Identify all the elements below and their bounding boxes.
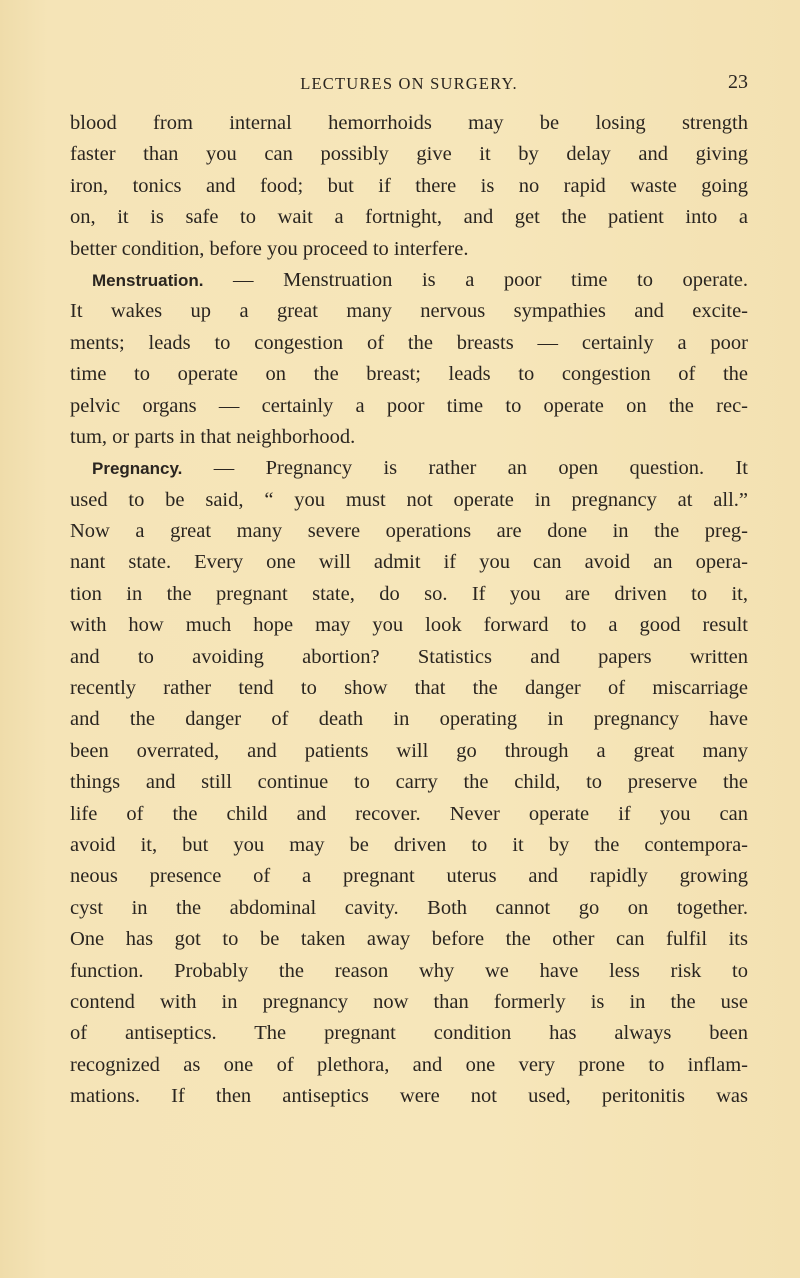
text-line xyxy=(70,516,748,547)
text-line xyxy=(70,1018,748,1049)
text-line xyxy=(70,736,748,767)
line-text: One has got to be taken away before the other can fulfil its xyxy=(70,928,748,951)
line-text: things and still continue to carry the child, to preserve the xyxy=(70,771,748,794)
paragraph-heading-line xyxy=(70,453,748,484)
line-text: function. Probably the reason why we have less risk to xyxy=(70,959,748,982)
text-line xyxy=(70,296,748,327)
text-line xyxy=(70,704,748,735)
line-text: iron, tonics and food; but if there is no rapid waste going xyxy=(70,174,748,197)
line-text: of antiseptics. The pregnant condition has always been xyxy=(70,1022,748,1045)
text-line xyxy=(70,642,748,673)
running-title: LECTURES ON SURGERY. xyxy=(300,74,518,93)
line-text: neous presence of a pregnant uterus and rapidly growing xyxy=(70,865,748,888)
text-line xyxy=(70,328,748,359)
text-line xyxy=(70,485,748,516)
line-text: avoid it, but you may be driven to it by the contempora- xyxy=(70,833,748,856)
text-line xyxy=(70,422,748,453)
text-line xyxy=(70,861,748,892)
paragraph-heading-line xyxy=(70,265,748,296)
line-text: recognized as one of plethora, and one very prone to inflam- xyxy=(70,1053,748,1076)
line-text: nant state. Every one will admit if you can avoid an opera- xyxy=(70,551,748,574)
line-text: contend with in pregnancy now than formerly is in the use xyxy=(70,990,748,1013)
text-line xyxy=(70,391,748,422)
text-line xyxy=(70,202,748,233)
line-text: cyst in the abdominal cavity. Both cannot go on together. xyxy=(70,896,748,919)
page-number: 23 xyxy=(728,71,748,93)
line-text: faster than you can possibly give it by delay and giving xyxy=(70,143,748,166)
text-line xyxy=(70,673,748,704)
line-text: Now a great many severe operations are done in the preg- xyxy=(70,520,748,543)
line-text: tion in the pregnant state, do so. If you are driven to it, xyxy=(70,582,748,605)
text-line xyxy=(70,893,748,924)
text-line xyxy=(70,956,748,987)
line-text: better condition, before you proceed to interfere. xyxy=(70,237,469,260)
text-line xyxy=(70,579,748,610)
text-line xyxy=(70,987,748,1018)
text-line xyxy=(70,1050,748,1081)
line-text: tum, or parts in that neighborhood. xyxy=(70,425,356,448)
line-text: and the danger of death in operating in pregnancy have xyxy=(70,708,748,731)
text-line xyxy=(70,610,748,641)
text-line xyxy=(70,799,748,830)
text-line xyxy=(70,359,748,390)
line-text: pelvic organs — certainly a poor time to operate on the rec- xyxy=(70,394,748,417)
line-text: blood from internal hemorrhoids may be losing strength xyxy=(70,112,748,134)
line-text: and to avoiding abortion? Statistics and papers written xyxy=(70,645,748,668)
section-heading: Menstruation. xyxy=(92,270,204,290)
text-line xyxy=(70,767,748,798)
text-line xyxy=(70,1081,748,1112)
section-heading: Pregnancy. xyxy=(92,459,183,479)
line-text: mations. If then antiseptics were not used, peritonitis was xyxy=(70,1085,748,1108)
line-text: with how much hope may you look forward to a good result xyxy=(70,614,748,637)
text-line xyxy=(70,924,748,955)
text-line xyxy=(70,108,748,139)
line-text: It wakes up a great many nervous sympathies and excite- xyxy=(70,300,748,323)
line-text: ments; leads to congestion of the breasts — certainly a poor xyxy=(70,331,748,354)
line-text: recently rather tend to show that the danger of miscarriage xyxy=(70,677,748,700)
line-text: on, it is safe to wait a fortnight, and get the patient into a xyxy=(70,206,748,229)
page-header xyxy=(70,71,748,102)
body-text xyxy=(70,108,748,1113)
text-line xyxy=(70,547,748,578)
text-line xyxy=(70,139,748,170)
text-line xyxy=(70,830,748,861)
line-text: time to operate on the breast; leads to congestion of the xyxy=(70,363,748,386)
line-text: — Menstruation is a poor time to operate. xyxy=(203,268,748,291)
text-line xyxy=(70,171,748,202)
line-text: been overrated, and patients will go through a great many xyxy=(70,739,748,762)
line-text: — Pregnancy is rather an open question. It xyxy=(182,457,748,480)
line-text: life of the child and recover. Never operate if you can xyxy=(70,802,748,825)
text-line xyxy=(70,234,748,265)
line-text: used to be said, “ you must not operate in pregnancy at all.” xyxy=(70,488,748,511)
